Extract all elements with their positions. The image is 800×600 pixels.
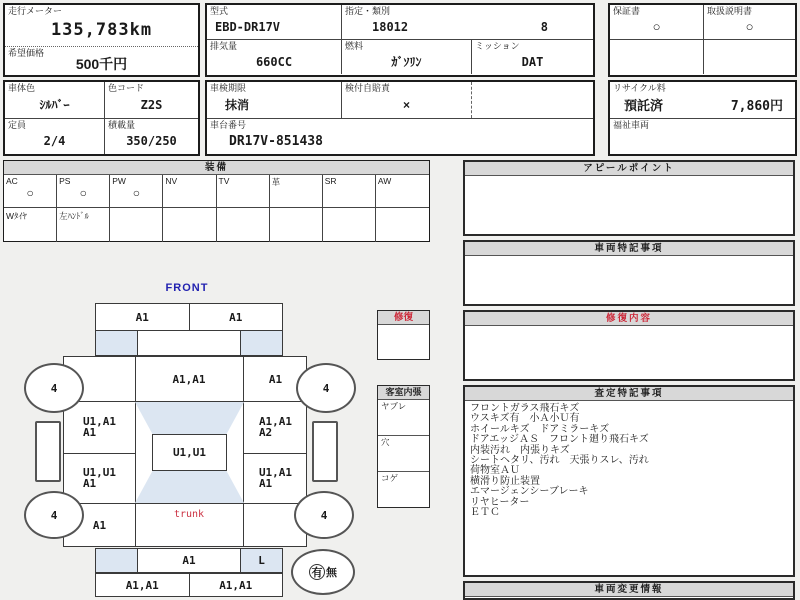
assessment-line: ウスキズ有 小Ａ小Ｕ有 (470, 413, 580, 425)
rear-bumper (95, 573, 283, 597)
equipment-col-aw: AW (377, 176, 392, 186)
taillight-left (96, 549, 138, 572)
fuel-value: ｶﾞｿﾘﾝ (391, 55, 422, 69)
appeal-points-body (465, 176, 793, 182)
assessment-notes-title: 査定特記事項 (465, 387, 793, 401)
door-front-right-grade-1: A1,A1 (258, 415, 293, 428)
assessment-line: シートヘタリ、汚れ 天張りスレ、汚れ (470, 455, 649, 467)
door-front-left-grade-2: A1 (82, 426, 97, 439)
model-spec-box (205, 3, 595, 77)
inspection-expiry-label: 車検期限 (210, 83, 247, 93)
cabin-interior-burn-label: コゲ (381, 473, 399, 483)
assessment-notes-body (465, 401, 793, 521)
asking-price-label: 希望価格 (8, 48, 45, 58)
front-bumper-right-grade: A1 (229, 310, 243, 324)
rear-window (135, 471, 244, 503)
door-front-right (243, 401, 308, 453)
assessment-line: ＥＴＣ (470, 507, 500, 519)
equipment-col-sr: SR (323, 175, 376, 207)
equipment-note-0: Wﾀｲﾔ (4, 208, 57, 242)
owners-manual-mark: ○ (745, 19, 754, 34)
warranty-book-label: 保証書 (613, 6, 641, 16)
model-code-cell (207, 5, 342, 39)
assessment-line: 内装汚れ 内張りキズ (470, 444, 570, 456)
roof-grade: U1,U1 (152, 434, 227, 471)
inspection-chassis-box (205, 80, 595, 156)
equipment-mark-ps: ○ (79, 186, 87, 200)
assessment-line: ホイールキズ ドアミラーキズ (470, 423, 610, 435)
model-code-value: EBD-DR17V (215, 19, 281, 34)
assessment-line: リヤヒーター (470, 496, 530, 508)
mirror-left (35, 421, 61, 482)
door-rear-left-grade-2: A1 (82, 477, 97, 490)
rear-light-band (95, 548, 283, 573)
inspection-expiry-cell (207, 82, 342, 118)
headlight-left (96, 331, 138, 355)
car-body-outline (63, 356, 307, 547)
chassis-number-label: 車台番号 (210, 120, 247, 130)
odometer-price-box (3, 3, 200, 77)
designation-label: 指定・類別 (345, 6, 391, 16)
warranty-book-cell (610, 5, 704, 39)
owners-manual-cell (704, 5, 795, 39)
equipment-col-ac: AC ○ (4, 175, 57, 207)
door-front-left (64, 401, 135, 453)
front-direction-label: FRONT (165, 282, 209, 294)
assessment-line: エマージェンシーブレーキ (470, 486, 589, 498)
transmission-label: ミッション (475, 41, 520, 51)
availability-no: 無 (326, 567, 337, 579)
equipment-mark-pw: ○ (132, 186, 140, 200)
vehicle-notes-panel (463, 240, 795, 306)
designation-class-number: 8 (540, 19, 548, 34)
repair-flag-title: 修復 (378, 311, 429, 325)
appeal-points-title: アピールポイント (465, 162, 793, 176)
assessment-line: 荷物室ＡＵ (470, 465, 520, 477)
wheel-rear-right: 4 (294, 491, 354, 539)
owners-manual-label: 取扱説明書 (707, 6, 753, 16)
door-rear-left-grade-1: U1,U1 (82, 466, 117, 479)
color-capacity-box (3, 80, 200, 156)
mirror-right (312, 421, 338, 482)
wheel-front-left: 4 (24, 363, 84, 413)
front-bumper-left-grade: A1 (96, 304, 190, 330)
cabin-interior-tear-label: ヤブレ (381, 401, 407, 411)
body-color-value: ｼﾙﾊﾞｰ (39, 98, 70, 112)
documents-box (608, 3, 797, 77)
door-front-left-grade-1: U1,A1 (82, 415, 117, 428)
odometer-cell (5, 5, 198, 47)
recycle-fee-label: リサイクル料 (613, 83, 666, 93)
chassis-number-cell (207, 119, 593, 154)
assessment-notes-panel (463, 385, 795, 577)
capacity-value: 2/4 (43, 134, 66, 148)
cabin-interior-title: 客室内張 (378, 386, 429, 400)
equipment-col-pw: PW ○ (110, 175, 163, 207)
documents-empty-cell-2 (704, 40, 795, 74)
documents-empty-cell-1 (610, 40, 704, 74)
availability-badge (291, 549, 355, 595)
door-rear-right-grade-1: U1,A1 (258, 466, 293, 479)
model-code-label: 型式 (210, 6, 229, 16)
rear-panel-grade: A1 (138, 549, 241, 572)
front-bumper (95, 303, 283, 331)
liability-insurance-label: 検付自賠責 (345, 83, 391, 93)
load-capacity-value: 350/250 (126, 134, 177, 148)
designation-cell (342, 5, 593, 39)
appeal-points-panel (463, 160, 795, 236)
welfare-vehicle-cell (610, 119, 795, 154)
odometer-value: 135,783km (50, 20, 153, 40)
color-code-cell (105, 82, 198, 118)
front-light-band (95, 330, 283, 356)
recycle-welfare-box (608, 80, 797, 156)
inspection-empty-cell (472, 82, 593, 118)
vehicle-notes-title: 車両特記事項 (465, 242, 793, 256)
displacement-value: 660CC (255, 54, 293, 69)
color-code-label: 色コード (108, 83, 145, 93)
transmission-cell (472, 40, 593, 74)
cabin-interior-box (377, 385, 430, 508)
repair-details-title: 修復内容 (465, 312, 793, 326)
door-rear-right-grade-2: A1 (258, 477, 273, 490)
equipment-title: 装備 (4, 161, 429, 175)
asking-price-cell (5, 47, 198, 73)
capacity-cell (5, 119, 105, 154)
hood-grade: A1,A1 (172, 372, 206, 386)
displacement-label: 排気量 (210, 41, 238, 51)
front-grille (138, 331, 241, 355)
capacity-label: 定員 (8, 120, 27, 130)
designation-number: 18012 (372, 19, 409, 34)
assessment-line: 横滑り防止装置 (470, 475, 540, 487)
assessment-line: ドアエッジＡＳ フロント廻り飛石キズ (470, 434, 649, 446)
load-capacity-label: 積載量 (108, 120, 136, 130)
recycle-fee-amount: 7,860円 (730, 99, 783, 114)
door-rear-left (64, 453, 135, 503)
equipment-note-1: 左ﾊﾝﾄﾞﾙ (57, 208, 110, 242)
change-info-title: 車両変更情報 (465, 583, 793, 597)
cabin-interior-hole-label: 穴 (381, 437, 390, 447)
headlight-right (241, 331, 282, 355)
fuel-cell (342, 40, 472, 74)
trunk-label: trunk (173, 509, 205, 520)
rear-bumper-left-grade: A1,A1 (96, 574, 190, 596)
rear-quarter-left-grade: A1 (92, 519, 107, 532)
chassis-number-value: DR17V-851438 (229, 133, 323, 149)
displacement-cell (207, 40, 342, 74)
equipment-col-tv: TV (217, 175, 270, 207)
wheel-rear-left: 4 (24, 491, 84, 539)
asking-price-value: 500千円 (75, 55, 128, 72)
recycle-fee-status: 預託済 (624, 98, 664, 113)
availability-yes-circled: 有 (309, 564, 325, 580)
rear-bumper-right-grade: A1,A1 (219, 578, 253, 592)
liability-insurance-value: × (402, 97, 410, 112)
windshield (135, 402, 244, 434)
inspection-expiry-value: 抹消 (225, 98, 250, 112)
welfare-vehicle-label: 福祉車両 (613, 120, 650, 130)
body-color-cell (5, 82, 105, 118)
load-capacity-cell (105, 119, 198, 154)
recycle-fee-cell (610, 82, 795, 119)
assessment-line: フロントガラス飛石キズ (470, 403, 580, 414)
color-code-value: Z2S (140, 97, 163, 112)
equipment-col-leather: 革 (270, 175, 323, 207)
vehicle-notes-body (465, 256, 793, 262)
cabin-interior-hole-cell (378, 436, 429, 472)
door-front-right-grade-2: A2 (258, 426, 273, 439)
equipment-mark-ac: ○ (26, 186, 34, 200)
body-color-label: 車体色 (8, 83, 36, 93)
change-info-panel (463, 581, 795, 600)
liability-insurance-cell (342, 82, 472, 118)
odometer-label: 走行メーター (8, 6, 63, 16)
cabin-interior-tear-cell (378, 400, 429, 436)
repair-flag-box (377, 310, 430, 360)
equipment-col-nv: NV (163, 175, 216, 207)
repair-details-panel (463, 310, 795, 381)
front-right-fender-grade: A1 (268, 372, 283, 386)
rear-corner-right-grade: L (241, 549, 282, 572)
wheel-front-right: 4 (296, 363, 356, 413)
transmission-value: DAT (521, 54, 544, 69)
repair-details-body (465, 326, 793, 332)
warranty-book-mark: ○ (652, 19, 661, 34)
fuel-label: 燃料 (345, 41, 364, 51)
equipment-col-ps: PS ○ (57, 175, 110, 207)
door-rear-right (243, 453, 308, 503)
equipment-table (3, 160, 430, 242)
cabin-interior-burn-cell (378, 472, 429, 507)
